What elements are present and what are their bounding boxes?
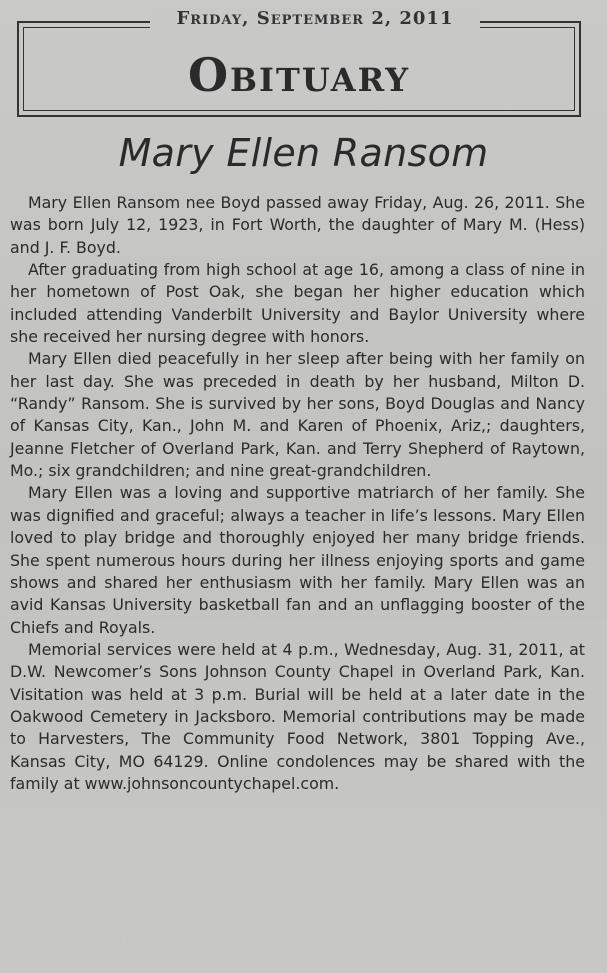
deceased-name: Mary Ellen Ransom — [118, 131, 489, 175]
dateline: Friday, September 2, 2011 — [150, 8, 480, 30]
paragraph-death-notice: Mary Ellen Ransom nee Boyd passed away Friday, Aug. 26, 2011. She was born July 12, 1923, in Fort Worth, the daughter of Mary M. (Hess) and J. F. Boyd. — [10, 193, 585, 257]
paragraph-character: Mary Ellen was a loving and supportive matriarch of her family. She was dignified and graceful; always a teacher in life’s lessons. Mary Ellen loved to play bridge and thoroughly enjoyed her many bridge friends. She spent numerous hours during her illness enjoying sports and game shows and shared her enthusiasm with her family. Mary Ellen was an avid Kansas University basketball fan and an unflagging booster of the Chiefs and Royals. — [10, 483, 585, 637]
section-title: Obituary — [187, 48, 411, 102]
section-banner — [17, 21, 581, 117]
paragraph-family: Mary Ellen died peacefully in her sleep after being with her family on her last day. She was preceded in death by her husband, Milton D. “Randy” Ransom. She is survived by her sons, Boyd Douglas and Nancy of Kansas City, Kan., John M. and Karen of Phoenix, Ariz,; daughters, Jeanne Fletcher of Overland Park, Kan. and Terry Shepherd of Raytown, Mo.; six grandchildren; and nine great-grandchildren. — [10, 349, 585, 481]
paragraph-education: After graduating from high school at age 16, among a class of nine in her hometown of Post Oak, she began her higher education which included attending Vanderbilt University and Baylor University where she received her nursing degree with honors. — [10, 260, 585, 347]
obituary-body — [10, 192, 585, 795]
paragraph-services: Memorial services were held at 4 p.m., Wednesday, Aug. 31, 2011, at D.W. Newcomer’s Sons Johnson County Chapel in Overland Park, Kan. Visitation was held at 3 p.m. Burial will be held at a later date in the Oakwood Cemetery in Jacksboro. Memorial contributions may be made to Harvesters, The Community Food Network, 3801 Topping Ave., Kansas City, MO 64129. Online condolences may be shared with the family at www.johnsoncountychapel.com. — [10, 639, 585, 793]
